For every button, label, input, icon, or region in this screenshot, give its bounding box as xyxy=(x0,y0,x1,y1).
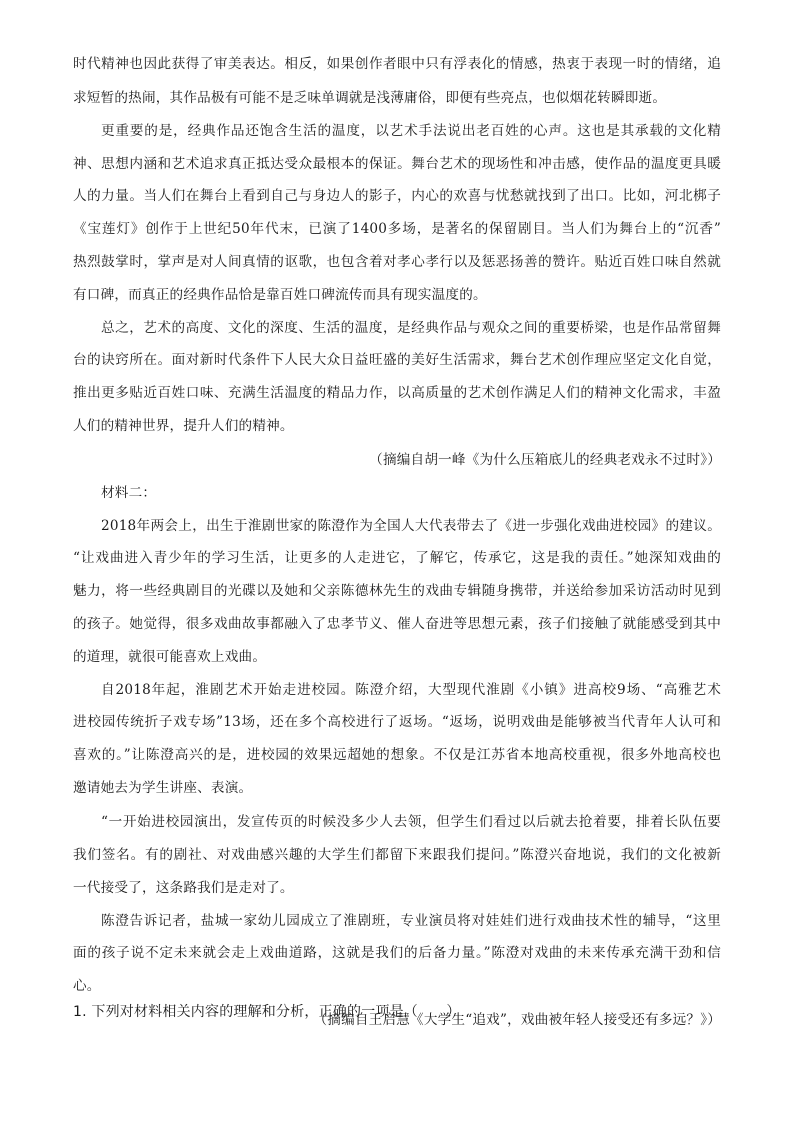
text-line: 自2018年起，淮剧艺术开始走进校园。陈澄介绍，大型现代淮剧《小镇》进高校9场、“高雅艺术 xyxy=(101,682,721,698)
text-line: 求短暂的热闹，其作品极有可能不是乏味单调就是浅薄庸俗，即便有些亮点，也似烟花转瞬即逝。 xyxy=(73,90,667,106)
text-line: 陈澄告诉记者，盐城一家幼儿园成立了淮剧班，专业演员将对娃娃们进行戏曲技术性的辅导，“这里 xyxy=(101,913,721,929)
text-line: 人的力量。当人们在舞台上看到自己与身边人的影子，内心的欢喜与忧愁就找到了出口。比如，河北梆子 xyxy=(73,188,721,204)
text-line: 时代精神也因此获得了审美表达。相反，如果创作者眼中只有浮表化的情感，热衷于表现一时的情绪，追 xyxy=(73,56,721,72)
text-line: （摘编自王启慧《大学生“追戏”，戏曲被年轻人接受还有多远？》） xyxy=(313,1012,721,1028)
text-line: （摘编自胡一峰《为什么压箱底儿的经典老戏永不过时》） xyxy=(369,452,721,468)
text-line: 我们签名。有的剧社、对戏曲感兴趣的大学生们都留下来跟我们提问。”陈澄兴奋地说，我们的文化被新 xyxy=(73,847,721,863)
text-line: 台的诀窍所在。面对新时代条件下人民大众日益旺盛的美好生活需求，舞台艺术创作理应坚定文化自觉， xyxy=(73,352,721,368)
text-line: “一开始进校园演出，发宣传页的时候没多少人去领，但学生们看过以后就去抢着要，排着长队伍要 xyxy=(101,814,721,830)
text-line: 材料二： xyxy=(101,485,157,501)
text-line: 面的孩子说不定未来就会走上戏曲道路，这就是我们的后备力量。”陈澄对戏曲的未来传承充满干劲和信 xyxy=(73,945,721,961)
question-1: 1. 下列对材料相关内容的理解和分析，正确的一项是（ ） xyxy=(73,1004,461,1020)
text-line: 人们的精神世界，提升人们的精神。 xyxy=(73,418,294,434)
text-line: 心。 xyxy=(73,978,101,994)
text-line: 魅力，将一些经典剧目的光碟以及她和父亲陈德林先生的戏曲专辑随身携带，并送给参加采访活动时见到 xyxy=(73,583,721,599)
text-line: 进校园传统折子戏专场”13场，还在多个高校进行了返场。“返场，说明戏曲是能够被当代青年人认可和 xyxy=(73,714,721,730)
text-line: 推出更多贴近百姓口味、充满生活温度的精品力作，以高质量的艺术创作满足人们的精神文化需求，丰盈 xyxy=(73,385,721,401)
text-line: 2018年两会上，出生于淮剧世家的陈澄作为全国人大代表带去了《进一步强化戏曲进校园》的建议。 xyxy=(101,518,721,534)
text-line: 总之，艺术的高度、文化的深度、生活的温度，是经典作品与观众之间的重要桥梁，也是作品常留舞 xyxy=(101,320,721,336)
text-line: 《宝莲灯》创作于上世纪50年代末，已演了1400多场，是著名的保留剧目。当人们为舞台上的“沉香” xyxy=(73,221,721,237)
text-line: 更重要的是，经典作品还饱含生活的温度，以艺术手法说出老百姓的心声。这也是其承载的文化精 xyxy=(101,123,721,139)
text-line: 有口碑，而真正的经典作品恰是靠百姓口碑流传而具有现实温度的。 xyxy=(73,287,487,303)
text-line: 邀请她去为学生讲座、表演。 xyxy=(73,780,253,796)
text-line: 的孩子。她觉得，很多戏曲故事都融入了忠孝节义、催人奋进等思想元素，孩子们接触了就能感受到其中 xyxy=(73,616,721,632)
text-line: “让戏曲进入青少年的学习生活，让更多的人走进它，了解它，传承它，这是我的责任。”她深知戏曲的 xyxy=(73,550,721,566)
text-line: 热烈鼓掌时，掌声是对人间真情的讴歌，也包含着对孝心孝行以及惩恶扬善的赞许。贴近百姓口味自然就 xyxy=(73,254,721,270)
text-line: 神、思想内涵和艺术追求真正抵达受众最根本的保证。舞台艺术的现场性和冲击感，使作品的温度更具暖 xyxy=(73,156,721,172)
text-line: 喜欢的。”让陈澄高兴的是，进校园的效果远超她的想象。不仅是江苏省本地高校重视，很多外地高校也 xyxy=(73,747,721,763)
text-line: 一代接受了，这条路我们是走对了。 xyxy=(73,880,294,896)
text-line: 的道理，就很可能喜欢上戏曲。 xyxy=(73,649,267,665)
